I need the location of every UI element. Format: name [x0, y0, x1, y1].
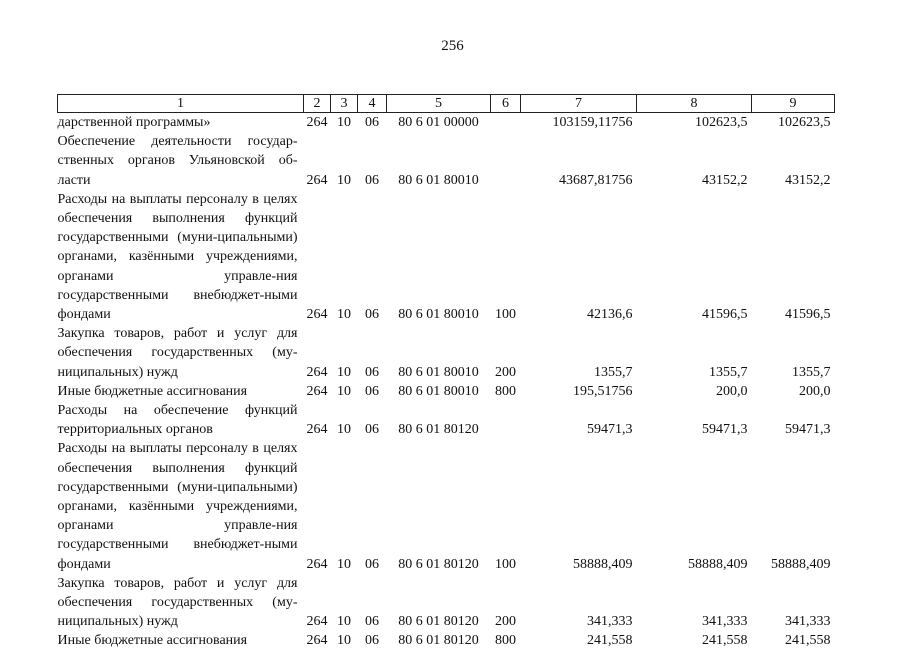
table-row [58, 574, 835, 632]
row-target-article: 80 6 01 00000 [398, 115, 479, 130]
row-subsection: 06 [365, 556, 379, 572]
row-grbs-code: 264 [306, 115, 328, 130]
row-amount-col7: 59471,3 [587, 422, 633, 438]
row-grbs-code: 264 [306, 172, 328, 188]
row-section: 10 [337, 556, 351, 572]
row-amount-col9: 102623,5 [778, 115, 831, 130]
row-expense-type: 200 [495, 614, 516, 630]
row-amount-col7: 341,333 [587, 614, 633, 630]
header-col-8: 8 [637, 95, 752, 113]
header-col-9: 9 [752, 95, 835, 113]
header-col-3: 3 [331, 95, 358, 113]
row-amount-col7: 103159,11756 [552, 115, 633, 130]
row-amount-col9: 200,0 [799, 383, 831, 399]
row-amount-col8: 341,333 [702, 614, 748, 630]
row-target-article: 80 6 01 80120 [398, 633, 479, 649]
row-description: дарственной программы» [57, 115, 211, 130]
row-amount-col8: 58888,409 [688, 556, 748, 572]
table-body [58, 113, 835, 651]
row-amount-col8: 59471,3 [702, 422, 748, 438]
row-grbs-code: 264 [306, 614, 328, 630]
row-amount-col8: 41596,5 [702, 307, 748, 323]
row-expense-type: 100 [495, 307, 516, 323]
row-target-article: 80 6 01 80120 [398, 614, 479, 630]
row-amount-col7: 43687,81756 [559, 172, 633, 188]
row-section: 10 [337, 172, 351, 188]
row-amount-col7: 58888,409 [573, 556, 633, 572]
row-grbs-code: 264 [306, 307, 328, 323]
row-amount-col7: 195,51756 [573, 383, 633, 399]
row-description: Обеспечение деятельности государ-ственных органов Ульяновской об-ласти [57, 134, 298, 188]
row-target-article: 80 6 01 80120 [398, 422, 479, 438]
row-amount-col8: 1355,7 [709, 364, 748, 380]
table-row [58, 439, 835, 573]
row-expense-type [491, 113, 521, 133]
table-row [58, 324, 835, 382]
table-row [58, 382, 835, 401]
row-amount-col9: 59471,3 [785, 422, 831, 438]
header-col-1: 1 [58, 95, 304, 113]
page-number: 256 [441, 38, 464, 54]
header-col-6: 6 [491, 95, 521, 113]
row-section: 10 [337, 307, 351, 323]
row-grbs-code: 264 [306, 422, 328, 438]
row-expense-type [491, 132, 521, 190]
row-amount-col7: 1355,7 [594, 364, 633, 380]
row-amount-col8: 200,0 [716, 383, 748, 399]
row-subsection: 06 [365, 383, 379, 399]
row-amount-col9: 241,558 [785, 633, 831, 649]
row-amount-col7: 241,558 [587, 633, 633, 649]
row-expense-type: 100 [495, 556, 516, 572]
row-section: 10 [337, 115, 351, 130]
row-section: 10 [337, 383, 351, 399]
header-col-7: 7 [521, 95, 637, 113]
row-section: 10 [337, 364, 351, 380]
row-subsection: 06 [365, 307, 379, 323]
row-subsection: 06 [365, 172, 379, 188]
header-col-5: 5 [387, 95, 491, 113]
header-col-2: 2 [304, 95, 331, 113]
budget-table [57, 94, 835, 651]
row-subsection: 06 [365, 422, 379, 438]
table-row [58, 631, 835, 650]
row-grbs-code: 264 [306, 383, 328, 399]
row-grbs-code: 264 [306, 556, 328, 572]
row-description: Иные бюджетные ассигнования [57, 383, 248, 399]
row-amount-col8: 43152,2 [702, 172, 748, 188]
row-subsection: 06 [365, 364, 379, 380]
row-target-article: 80 6 01 80010 [398, 172, 479, 188]
row-description: Расходы на выплаты персоналу в целях обеспечения выполнения функций государственными (муни-ципальными) органами, казёнными учреждениями, органами управле-ния государственными внебюджет-ными фондами [57, 441, 298, 572]
row-description: Закупка товаров, работ и услуг для обеспечения государственных (му-ниципальных) нужд [57, 326, 298, 380]
row-expense-type: 800 [495, 633, 516, 649]
row-description: Расходы на выплаты персоналу в целях обеспечения выполнения функций государственными (муни-ципальными) органами, казёнными учреждениями, органами управле-ния государственными внебюджет-ными фондами [57, 191, 298, 323]
row-expense-type [491, 401, 521, 439]
row-target-article: 80 6 01 80120 [398, 556, 479, 572]
row-amount-col9: 41596,5 [785, 307, 831, 323]
row-amount-col9: 1355,7 [792, 364, 831, 380]
row-expense-type: 800 [495, 383, 516, 399]
table-header [58, 95, 835, 113]
row-description: Расходы на обеспечение функций территориальных органов [57, 403, 298, 438]
row-amount-col9: 58888,409 [771, 556, 831, 572]
table-row [58, 190, 835, 324]
row-section: 10 [337, 422, 351, 438]
row-subsection: 06 [365, 614, 379, 630]
row-target-article: 80 6 01 80010 [398, 364, 479, 380]
row-section: 10 [337, 614, 351, 630]
row-grbs-code: 264 [306, 364, 328, 380]
header-row [58, 95, 835, 113]
table-row [58, 113, 835, 133]
row-amount-col8: 241,558 [702, 633, 748, 649]
row-amount-col9: 341,333 [785, 614, 831, 630]
row-amount-col9: 43152,2 [785, 172, 831, 188]
row-expense-type: 200 [495, 364, 516, 380]
table-row [58, 132, 835, 190]
row-amount-col7: 42136,6 [587, 307, 633, 323]
header-col-4: 4 [358, 95, 387, 113]
row-description: Иные бюджетные ассигнования [57, 633, 248, 649]
row-subsection: 06 [365, 115, 379, 130]
row-grbs-code: 264 [306, 633, 328, 649]
row-amount-col8: 102623,5 [695, 115, 748, 130]
row-target-article: 80 6 01 80010 [398, 307, 479, 323]
row-target-article: 80 6 01 80010 [398, 383, 479, 399]
row-description: Закупка товаров, работ и услуг для обеспечения государственных (му-ниципальных) нужд [57, 575, 298, 630]
row-section: 10 [337, 633, 351, 649]
table-row [58, 401, 835, 439]
row-subsection: 06 [365, 633, 379, 649]
